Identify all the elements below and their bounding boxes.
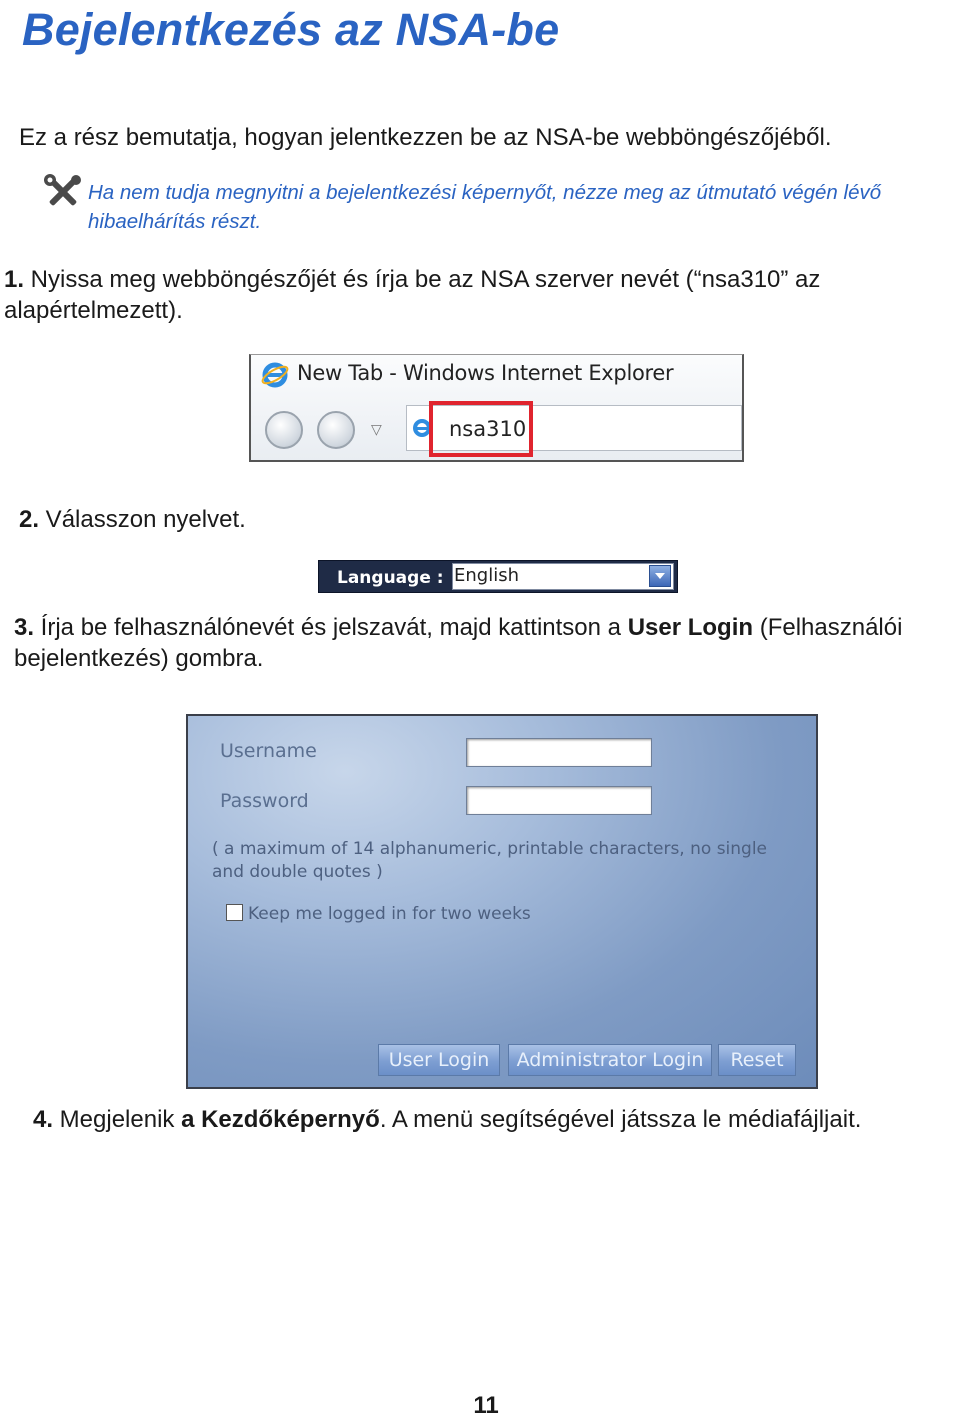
- language-label: Language :: [337, 568, 444, 588]
- step-emphasis: User Login: [627, 614, 754, 641]
- step-number: 2.: [19, 506, 40, 533]
- dropdown-arrow-icon[interactable]: [649, 565, 671, 587]
- address-text[interactable]: nsa310: [449, 417, 527, 441]
- administrator-login-button[interactable]: Administrator Login: [508, 1044, 712, 1076]
- chevron-down-icon[interactable]: ▽: [371, 421, 382, 437]
- password-field[interactable]: [466, 786, 652, 815]
- login-panel: [186, 714, 818, 1089]
- step-2: [19, 504, 246, 535]
- user-login-button[interactable]: User Login: [378, 1044, 500, 1076]
- step-emphasis: a Kezdőképernyő: [181, 1106, 380, 1133]
- step-text-end: (Felhasználói bejelentkezés) gombra.: [14, 614, 903, 672]
- step-text: Megjelenik: [53, 1106, 182, 1133]
- step-number: 4.: [33, 1106, 54, 1133]
- tip-note: Ha nem tudja megnyitni a bejelentkezési képernyőt, nézze meg az útmutató végén lévő hibaelhárítás részt.: [88, 181, 882, 233]
- reset-button[interactable]: Reset: [718, 1044, 796, 1076]
- forward-button[interactable]: [317, 411, 355, 449]
- step-4: [33, 1104, 861, 1135]
- language-selected[interactable]: English: [454, 565, 519, 586]
- tools-icon: [42, 172, 84, 212]
- address-highlight: [429, 401, 533, 457]
- back-button[interactable]: [265, 411, 303, 449]
- window-title: New Tab - Windows Internet Explorer: [297, 361, 674, 385]
- intro-text: Ez a rész bemutatja, hogyan jelentkezzen be az NSA-be webböngészőjéből.: [19, 124, 832, 151]
- keep-logged-in-label: Keep me logged in for two weeks: [248, 904, 531, 924]
- username-label: Username: [220, 740, 317, 762]
- step-number: 1.: [4, 266, 25, 293]
- language-bar: [318, 560, 678, 593]
- step-number: 3.: [14, 614, 35, 641]
- page-number: 11: [473, 1392, 499, 1419]
- step-text: Írja be felhasználónevét és jelszavát, majd kattintson a: [34, 614, 628, 641]
- step-text-end: . A menü segítségével játssza le médiafájljait.: [379, 1106, 862, 1133]
- step-text: Nyissa meg webböngészőjét és írja be az NSA szerver nevét (“nsa310” az alapértelmezett).: [4, 266, 821, 324]
- password-hint: ( a maximum of 14 alphanumeric, printable characters, no single and double quotes ): [212, 839, 768, 882]
- step-1: [4, 264, 954, 326]
- step-text: Válasszon nyelvet.: [39, 506, 246, 533]
- page-title: Bejelentkezés az NSA-be: [22, 4, 560, 55]
- browser-window: [249, 354, 744, 462]
- step-3: [14, 612, 954, 674]
- username-field[interactable]: [466, 738, 652, 767]
- password-label: Password: [220, 790, 309, 812]
- ie-logo-icon: [261, 361, 289, 389]
- keep-logged-in-checkbox[interactable]: [226, 904, 243, 921]
